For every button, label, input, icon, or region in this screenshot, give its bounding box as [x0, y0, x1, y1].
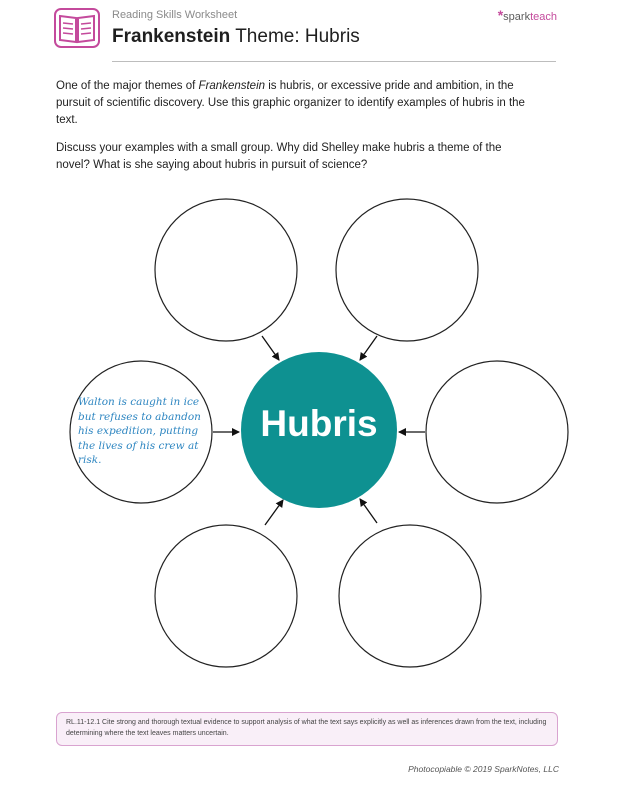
intro-text-b: is hubris, or excessive pride and ambition, in the pursuit of scientific discovery. Use this graphic organizer to identify examples of hubris in the text. — [56, 80, 525, 126]
example-circle-top-right[interactable] — [336, 199, 478, 341]
brand-star: * — [497, 7, 504, 23]
intro-text-a: One of the major themes of — [56, 80, 199, 92]
brand-spark: spark — [503, 11, 531, 23]
title-theme: Theme: Hubris — [230, 26, 360, 47]
open-book-icon — [54, 8, 100, 48]
arrow-bottom-right — [360, 499, 377, 523]
example-circle-bottom-right[interactable] — [339, 525, 481, 667]
example-circle-top-left[interactable] — [155, 199, 297, 341]
standard-note: RL.11-12.1 Cite strong and thorough textual evidence to support analysis of what the text says explicitly as well as inferences drawn from the text, including determining where the text leaves matters uncertain. — [56, 712, 558, 746]
arrow-top-right — [360, 336, 377, 360]
walton-example-text: Walton is caught in ice but refuses to abandon his expedition, putting the lives of his crew at risk. — [78, 396, 201, 466]
example-circle-right[interactable] — [426, 361, 568, 503]
worksheet-kicker: Reading Skills Worksheet — [112, 9, 238, 21]
example-circle-bottom-left[interactable] — [155, 525, 297, 667]
worksheet-title — [112, 26, 360, 48]
header-divider — [112, 61, 556, 62]
discussion-paragraph: Discuss your examples with a small group. Why did Shelley make hubris a theme of the novel? What is she saying about hubris in pursuit of science? — [56, 142, 502, 171]
title-book-name: Frankenstein — [112, 26, 231, 47]
intro-book-title: Frankenstein — [198, 80, 266, 92]
brand-teach: teach — [530, 11, 557, 23]
hubris-center-label: Hubris — [260, 403, 378, 444]
arrow-bottom-left — [265, 500, 283, 525]
arrow-top-left — [262, 336, 279, 360]
copyright-footer: Photocopiable © 2019 SparkNotes, LLC — [408, 764, 559, 774]
intro-paragraph — [56, 78, 536, 129]
sparkteach-logo — [498, 7, 557, 23]
